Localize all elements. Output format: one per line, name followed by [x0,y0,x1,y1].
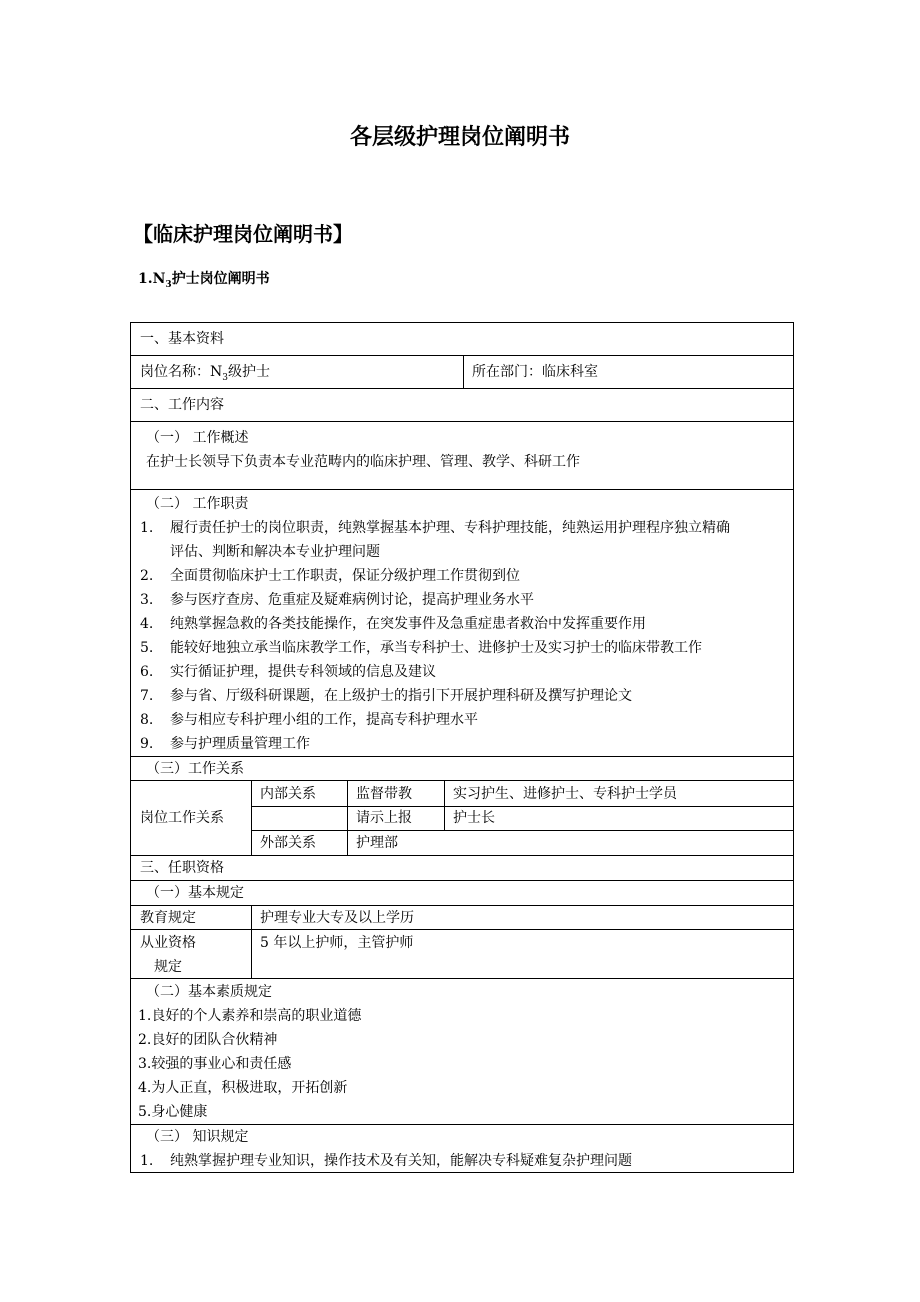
section-title: 【临床护理岗位阐明书】 [133,222,353,246]
qualification-header: 三、任职资格 [140,860,224,876]
duty-item: 履行责任护士的岗位职责，纯熟掌握基本护理、专科护理技能，纯熟运用护理程序独立精确 [170,520,730,536]
knowledge-title: （三） 知识规定 [146,1129,249,1145]
work-content-header: 二、工作内容 [140,397,224,413]
internal-relations: 内部关系 [260,786,316,802]
basic-requirements-title: （一）基本规定 [146,885,244,901]
duty-item: 全面贯彻临床护士工作职责，保证分级护理工作贯彻到位 [170,568,520,584]
education-label: 教育规定 [140,910,196,926]
certification-value: 5 年以上护师，主管护师 [260,935,414,951]
duty-item: 实行循证护理，提供专科领域的信息及建议 [170,664,436,680]
duty-item: 参与省、厅级科研课题，在上级护士的指引下开展护理科研及撰写护理论文 [170,688,632,704]
quality-item: 1.良好的个人素养和崇高的职业道德 [138,1008,362,1024]
duty-item: 参与相应专科护理小组的工作，提高专科护理水平 [170,712,478,728]
quality-title: （二）基本素质规定 [146,984,272,1000]
education-value: 护理专业大专及以上学历 [260,910,414,926]
report-target: 护士长 [453,810,495,826]
quality-item: 4.为人正直，积极进取，开拓创新 [138,1080,348,1096]
quality-item: 2.良好的团队合伙精神 [138,1032,278,1048]
duty-number: 2. [140,568,154,584]
position-name: 岗位名称：$N_3$级护士 [140,364,270,383]
duty-number: 7. [140,688,154,704]
department: 所在部门：临床科室 [472,364,598,380]
report-label: 请示上报 [356,810,412,826]
subsection-title: $1.N_3$护士岗位阐明书 [138,271,270,290]
external-relations: 外部关系 [260,835,316,851]
overview-title: （一） 工作概述 [146,430,249,446]
duty-item: 纯熟掌握急救的各类技能操作，在突发事件及急重症患者救治中发挥重要作用 [170,616,646,632]
duty-number: 5. [140,640,154,656]
quality-item: 3.较强的事业心和责任感 [138,1056,292,1072]
relations-label: 岗位工作关系 [140,810,224,826]
duty-item-cont: 评估、判断和解决本专业护理问题 [170,544,380,560]
duty-number: 8. [140,712,154,728]
supervise-target: 实习护生、进修护士、专科护士学员 [453,786,677,802]
basic-info-header: 一、基本资料 [140,331,224,347]
supervise-label: 监督带教 [356,786,412,802]
overview-text: 在护士长领导下负责本专业范畴内的临床护理、管理、教学、科研工作 [146,454,580,470]
duty-item: 参与护理质量管理工作 [170,736,310,752]
duty-number: 6. [140,664,154,680]
duty-number: 1. [140,520,154,536]
document-title: 各层级护理岗位阐明书 [349,125,570,150]
external-target: 护理部 [356,835,398,851]
duty-item: 参与医疗查房、危重症及疑难病例讨论，提高护理业务水平 [170,592,534,608]
duty-item: 能较好地独立承当临床教学工作，承当专科护士、进修护士及实习护士的临床带教工作 [170,640,702,656]
duty-number: 3. [140,592,154,608]
relations-title: （三）工作关系 [146,761,244,777]
certification-label-cont: 规定 [154,959,182,975]
knowledge-number: 1. [140,1153,154,1169]
quality-item: 5.身心健康 [138,1104,208,1120]
certification-label: 从业资格 [140,935,196,951]
knowledge-item: 纯熟掌握护理专业知识，操作技术及有关知，能解决专科疑难复杂护理问题 [170,1153,632,1169]
duties-title: （二） 工作职责 [146,496,249,512]
duty-number: 4. [140,616,154,632]
duty-number: 9. [140,736,154,752]
